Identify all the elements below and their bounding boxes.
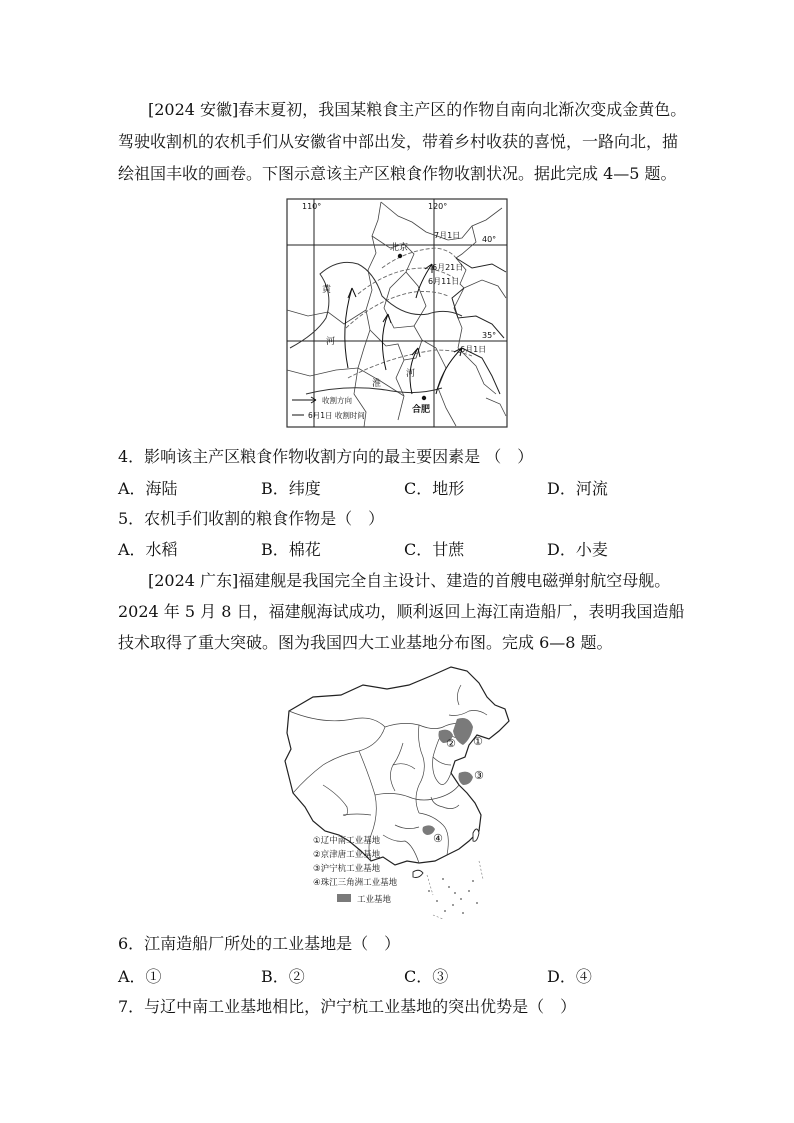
lon-120-label: 120° xyxy=(428,202,448,211)
passage1-line2: 驾驶收割机的农机手们从安徽省中部出发，带着乡村收获的喜悦，一路向北，描 xyxy=(118,132,679,151)
question-6-stem: 6．江南造船厂所处的工业基地是（ ） xyxy=(118,934,401,953)
question-5-stem: 5．农机手们收割的粮食作物是（ ） xyxy=(118,509,385,528)
industrial-bases-map xyxy=(283,665,513,921)
legend-base-2: ②京津唐工业基地 xyxy=(313,850,381,860)
q6-option-c[interactable]: C．③ xyxy=(404,967,449,986)
date-jun11-label: 6月11日 xyxy=(428,277,460,286)
q5-option-c[interactable]: C．甘蔗 xyxy=(404,540,465,559)
hainan-island xyxy=(413,870,423,877)
question-7-stem: 7．与辽中南工业基地相比，沪宁杭工业基地的突出优势是（ ） xyxy=(118,997,577,1016)
q4-option-d[interactable]: D．河流 xyxy=(547,479,608,498)
passage1-line1: [2024 安徽]春末夏初，我国某粮食主产区的作物自南向北渐次变成金黄色。 xyxy=(148,100,687,119)
lat-40-label: 40° xyxy=(482,235,497,244)
question-4-stem: 4．影响该主产区粮食作物收割方向的最主要因素是 （ ） xyxy=(118,447,534,466)
base-marker-3: ③ xyxy=(474,769,484,782)
hefei-dot xyxy=(422,396,426,400)
river-char-he2: 河 xyxy=(406,369,416,379)
passage2-line2: 2024 年 5 月 8 日，福建舰海试成功，顺利返回上海江南造船厂，表明我国造船 xyxy=(118,602,685,621)
passage2-line1: [2024 广东]福建舰是我国完全自主设计、建造的首艘电磁弹射航空母舰。 xyxy=(148,571,671,590)
south-sea-islands xyxy=(428,878,478,914)
q5-option-a[interactable]: A．水稻 xyxy=(118,540,178,559)
q4-option-c[interactable]: C．地形 xyxy=(404,479,465,498)
date-jun21-label: 6月21日 xyxy=(432,263,464,272)
legend-base-4: ④珠江三角洲工业基地 xyxy=(313,878,398,888)
q4-option-a[interactable]: A．海陆 xyxy=(118,479,178,498)
harvest-map xyxy=(286,198,508,428)
lat-35-label: 35° xyxy=(482,331,497,340)
passage2-line3: 技术取得了重大突破。图为我国四大工业基地分布图。完成 6—8 题。 xyxy=(118,633,613,652)
base-marker-2: ② xyxy=(446,737,456,750)
harvest-map-svg xyxy=(286,198,508,428)
q5-option-d[interactable]: D．小麦 xyxy=(547,540,608,559)
q6-option-a[interactable]: A．① xyxy=(118,967,162,986)
legend-base-swatch xyxy=(337,894,351,902)
base-marker-1: ① xyxy=(473,735,483,748)
date-jun1-label: 6月1日 xyxy=(460,345,487,354)
q6-option-d[interactable]: D．④ xyxy=(547,967,592,986)
beijing-dot xyxy=(398,254,402,258)
river-char-huai: 淮 xyxy=(372,379,382,389)
q5-option-b[interactable]: B．棉花 xyxy=(261,540,321,559)
q6-option-b[interactable]: B．② xyxy=(261,967,305,986)
maritime-boundary xyxy=(427,861,483,919)
legend-direction-text: 收割方向 xyxy=(322,396,352,405)
legend-base-3: ③沪宁杭工业基地 xyxy=(313,864,381,874)
base-huningbang-area xyxy=(459,772,474,785)
beijing-label: 北京 xyxy=(390,243,409,253)
base-marker-4: ④ xyxy=(433,832,443,845)
legend-base-1: ①辽中南工业基地 xyxy=(313,836,381,846)
q4-option-b[interactable]: B．纬度 xyxy=(261,479,321,498)
hefei-label: 合肥 xyxy=(412,405,431,415)
river-char-huang: 黄 xyxy=(322,285,332,295)
date-jul1-label: 7月1日 xyxy=(434,231,461,240)
industrial-bases-map-svg xyxy=(283,665,513,921)
legend-time-text: 6月1日 收割时间 xyxy=(308,411,365,420)
taiwan-island xyxy=(473,829,479,841)
river-char-he1: 河 xyxy=(326,337,336,347)
lon-110-label: 110° xyxy=(302,202,322,211)
legend-base-text: 工业基地 xyxy=(357,895,392,905)
passage1-line3: 绘祖国丰收的画卷。下图示意该主产区粮食作物收割状况。据此完成 4—5 题。 xyxy=(118,164,677,183)
